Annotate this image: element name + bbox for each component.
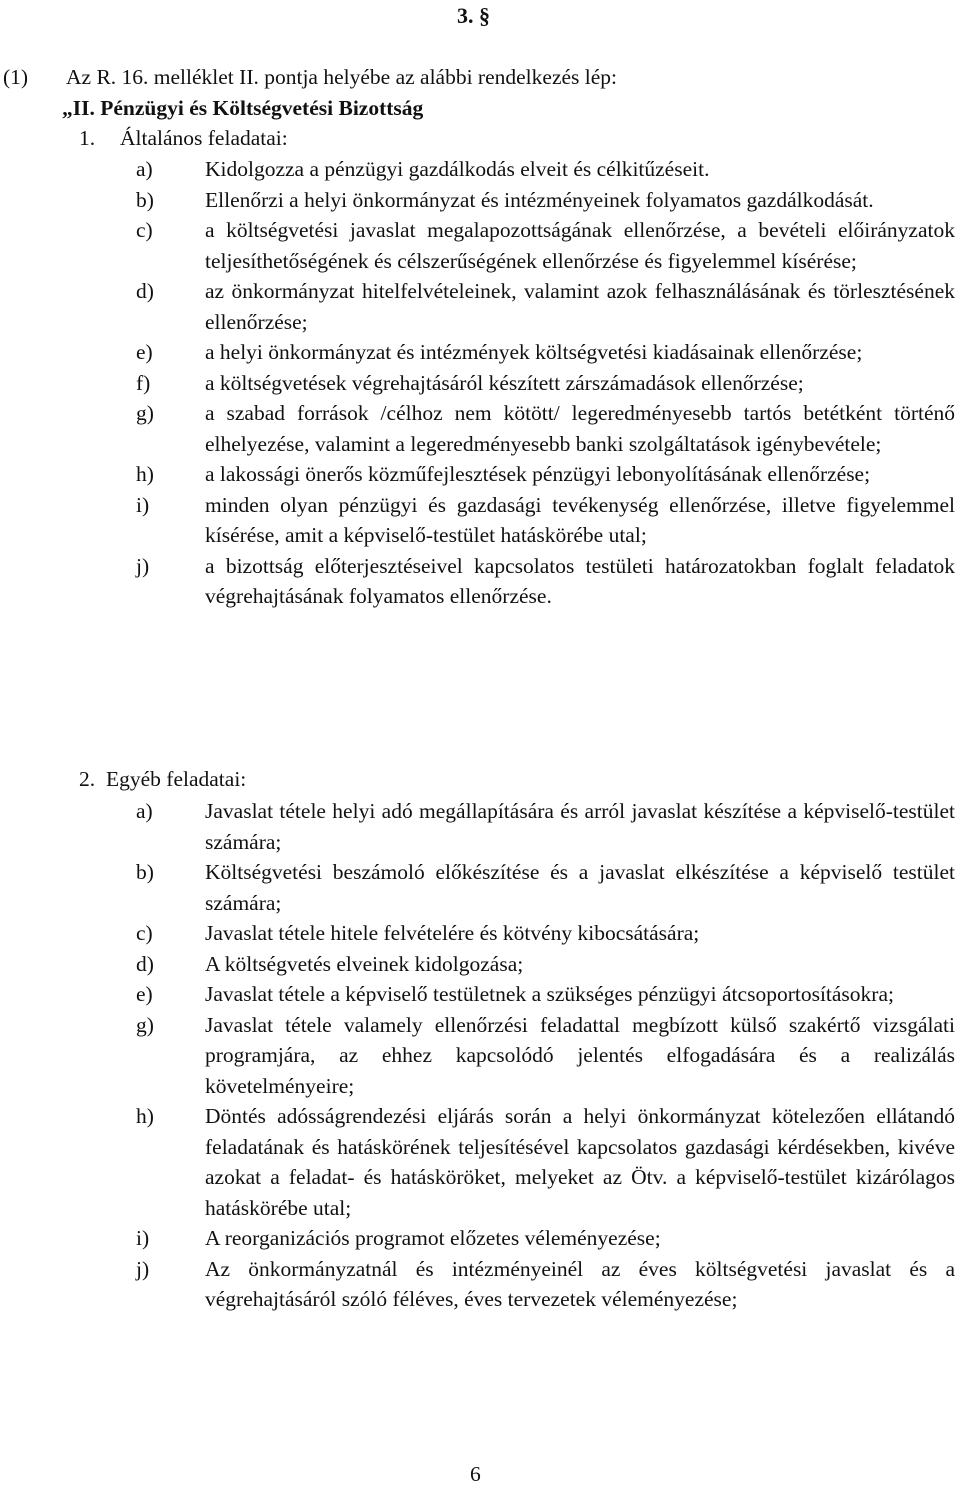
list-item — [0, 1101, 960, 1223]
item-text: Javaslat tétele valamely ellenőrzési feladattal megbízott külső szakértő vizsgálati programjára, az ehhez kapcsolódó jelentés elfogadására és a realizálás követelményeire; — [205, 1012, 955, 1098]
list-item — [0, 857, 960, 918]
item-letter: b) — [136, 187, 154, 212]
list-item — [0, 490, 960, 551]
item-letter: i) — [136, 492, 150, 517]
list-item — [0, 979, 960, 1010]
item-letter: c) — [136, 218, 153, 242]
item-text: Ellenőrzi a helyi önkormányzat és intézményeinek folyamatos gazdálkodását. — [205, 187, 874, 212]
item-text: Javaslat tétele a képviselő testületnek a szükséges pénzügyi átcsoportosításokra; — [205, 982, 894, 1006]
item-text: A reorganizációs programot előzetes véleményezése; — [205, 1226, 661, 1250]
list-item — [0, 796, 960, 857]
item-text: Javaslat tétele helyi adó megállapítására és arról javaslat készítése a képviselő-testület számára; — [205, 799, 955, 854]
item-text: az önkormányzat hitelfelvételeinek, valamint azok felhasználásának és törlesztésének ellenőrzése; — [205, 279, 955, 334]
general-tasks-number: 1. — [79, 126, 96, 150]
item-letter: e) — [136, 982, 153, 1006]
list-item — [0, 918, 960, 949]
item-text: Kidolgozza a pénzügyi gazdálkodás elveit és célkitűzéseit. — [205, 157, 710, 181]
item-letter: j) — [136, 553, 150, 578]
paragraph-number: (1) — [3, 65, 29, 89]
other-tasks-number: 2. — [79, 767, 96, 791]
page-number: 6 — [470, 1462, 481, 1486]
item-letter: b) — [136, 860, 154, 884]
general-tasks-title: Általános feladatai: — [120, 126, 288, 150]
item-letter: c) — [136, 921, 153, 945]
item-text: a költségvetési javaslat megalapozottságának ellenőrzése, a bevételi előirányzatok teljesíthetőségének és célszerűségének ellenőrzése és figyelemmel kísérése; — [205, 218, 955, 273]
list-item — [0, 1254, 960, 1315]
item-text: Az önkormányzatnál és intézményeinél az éves költségvetési javaslat és a végrehajtásáról szóló féléves, éves tervezetek véleményezése; — [205, 1256, 955, 1311]
list-item — [0, 459, 960, 490]
item-text: a költségvetések végrehajtásáról készített zárszámadások ellenőrzése; — [205, 370, 804, 395]
item-text: a helyi önkormányzat és intézmények költségvetési kiadásainak ellenőrzése; — [205, 340, 863, 364]
list-item — [0, 154, 960, 185]
list-item — [0, 1010, 960, 1102]
item-letter: j) — [136, 1256, 150, 1281]
list-item — [0, 276, 960, 337]
general-tasks-list — [0, 154, 960, 612]
paragraph-intro: Az R. 16. melléklet II. pontja helyébe az alábbi rendelkezés lép: — [66, 65, 618, 89]
list-item — [0, 398, 960, 459]
item-letter: a) — [136, 157, 153, 181]
item-text: a szabad források /célhoz nem kötött/ legeredményesebb tartós betétként történő elhelyezése, valamint a legeredményesebb banki szolgáltatások igénybevétele; — [205, 401, 955, 456]
item-text: A költségvetés elveinek kidolgozása; — [205, 951, 524, 976]
item-letter: h) — [136, 462, 154, 486]
item-letter: i) — [136, 1226, 150, 1250]
item-letter: e) — [136, 340, 153, 364]
list-item — [0, 337, 960, 368]
list-item — [0, 368, 960, 399]
section-number: 3. § — [457, 3, 490, 28]
item-letter: d) — [136, 279, 154, 303]
item-text: minden olyan pénzügyi és gazdasági tevékenység ellenőrzése, illetve figyelemmel kísérése, amit a képviselő-testület hatáskörébe utal; — [205, 492, 955, 547]
item-letter: f) — [136, 370, 151, 395]
item-text: Javaslat tétele hitele felvételére és kötvény kibocsátására; — [205, 921, 700, 945]
list-item — [0, 1223, 960, 1254]
item-text: a lakossági önerős közműfejlesztések pénzügyi lebonyolításának ellenőrzése; — [205, 462, 871, 486]
list-item — [0, 215, 960, 276]
item-text: a bizottság előterjesztéseivel kapcsolatos testületi határozatokban foglalt feladatok végrehajtásának folyamatos ellenőrzése. — [205, 553, 955, 608]
list-item — [0, 949, 960, 980]
item-letter: d) — [136, 951, 154, 976]
list-item — [0, 551, 960, 612]
item-letter: h) — [136, 1104, 154, 1128]
other-tasks-title: Egyéb feladatai: — [106, 767, 247, 791]
item-text: Döntés adósságrendezési eljárás során a helyi önkormányzat kötelezően ellátandó feladatának és hatáskörének teljesítésével kapcsolatos gazdasági kérdésekben, kivéve azokat a feladat- és hatásköröket, melyeket az Ötv. a képviselő-testület kizárólagos hatáskörébe utal; — [205, 1104, 955, 1220]
committee-title: „II. Pénzügyi és Költségvetési Bizottság — [62, 96, 424, 120]
item-letter: a) — [136, 799, 153, 823]
item-letter: g) — [136, 401, 154, 425]
other-tasks-list — [0, 796, 960, 1315]
list-item — [0, 185, 960, 216]
item-letter: g) — [136, 1012, 154, 1037]
item-text: Költségvetési beszámoló előkészítése és a javaslat elkészítése a képviselő testület számára; — [205, 860, 955, 915]
